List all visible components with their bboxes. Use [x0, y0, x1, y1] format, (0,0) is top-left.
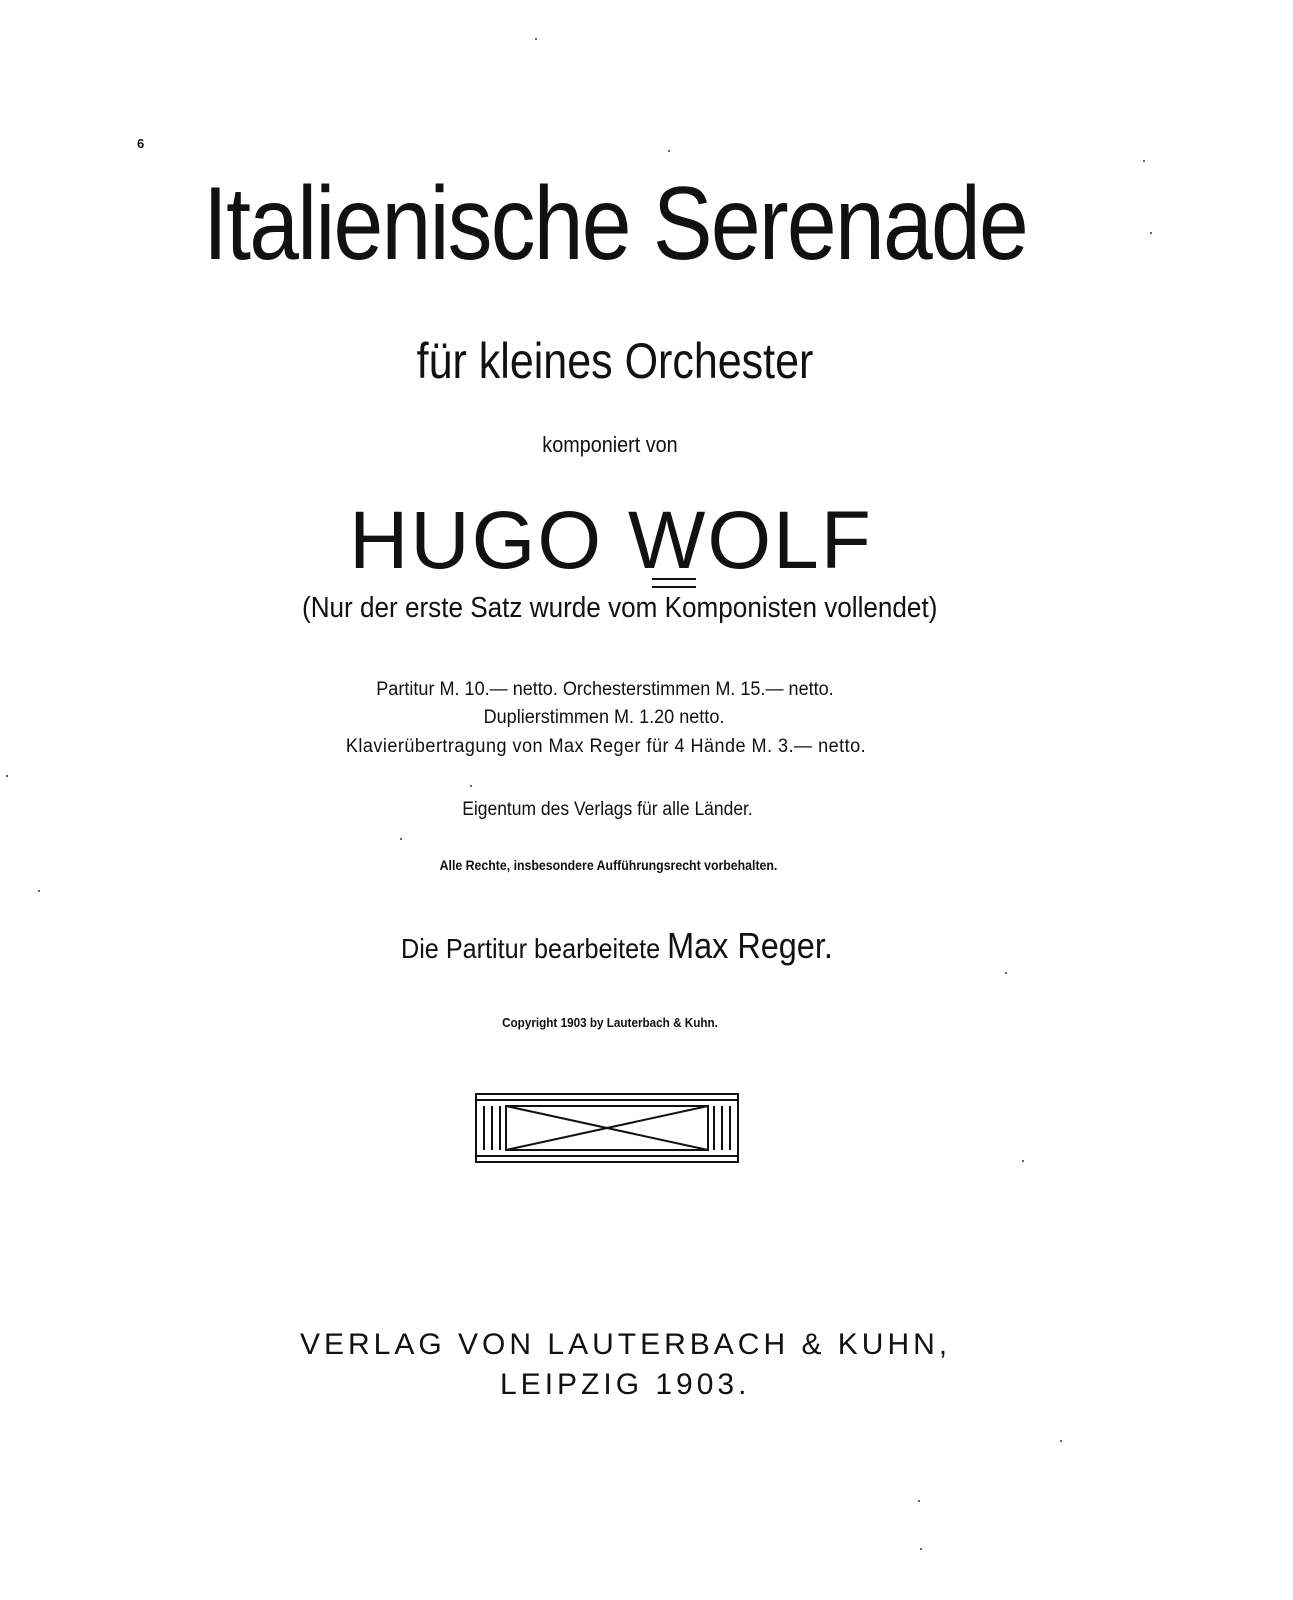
copyright-notice: Copyright 1903 by Lauterbach & Kuhn. — [502, 1015, 718, 1030]
price-line-score-parts: Partitur M. 10.— netto. Orchesterstimmen M. 15.— netto. — [376, 679, 834, 700]
scan-speck — [1060, 1440, 1062, 1442]
rights-notice: Alle Rechte, insbesondere Aufführungsrecht vorbehalten. — [439, 857, 778, 873]
page-title: Italienische Serenade — [202, 166, 1028, 282]
completion-note: (Nur der erste Satz wurde vom Komponisten vollendet) — [302, 592, 938, 624]
subtitle: für kleines Orchester — [416, 333, 814, 389]
arranger-prefix: Die Partitur bearbeitete — [401, 933, 661, 964]
ownership-notice: Eigentum des Verlags für alle Länder. — [462, 799, 753, 820]
scan-speck — [1005, 972, 1007, 974]
scan-speck — [535, 38, 537, 40]
price-line-duplicate-parts: Duplierstimmen M. 1.20 netto. — [483, 707, 725, 728]
arranger-name: Max Reger. — [667, 925, 833, 966]
scan-speck — [920, 1548, 922, 1550]
price-line-piano-transcription: Klavierübertragung von Max Reger für 4 Hände M. 3.— netto. — [345, 736, 867, 757]
publisher-city-year: LEIPZIG 1903. — [500, 1368, 751, 1401]
scan-speck — [668, 150, 670, 152]
scan-speck — [400, 838, 402, 840]
underline-mark — [652, 578, 696, 588]
scan-speck — [1022, 1160, 1024, 1162]
composer-name: HUGO WOLF — [349, 495, 873, 586]
page-number: 6 — [137, 136, 145, 151]
scan-speck — [1150, 232, 1152, 234]
ornament-frame-icon — [474, 1092, 740, 1164]
scan-speck — [6, 775, 8, 777]
scan-speck — [1143, 160, 1145, 162]
publisher-name: VERLAG VON LAUTERBACH & KUHN, — [300, 1328, 952, 1361]
scan-speck — [470, 785, 472, 787]
scan-speck — [38, 890, 40, 892]
scan-speck — [918, 1500, 920, 1502]
arranger-credit — [401, 925, 833, 966]
composed-by-label: komponiert von — [542, 432, 678, 457]
